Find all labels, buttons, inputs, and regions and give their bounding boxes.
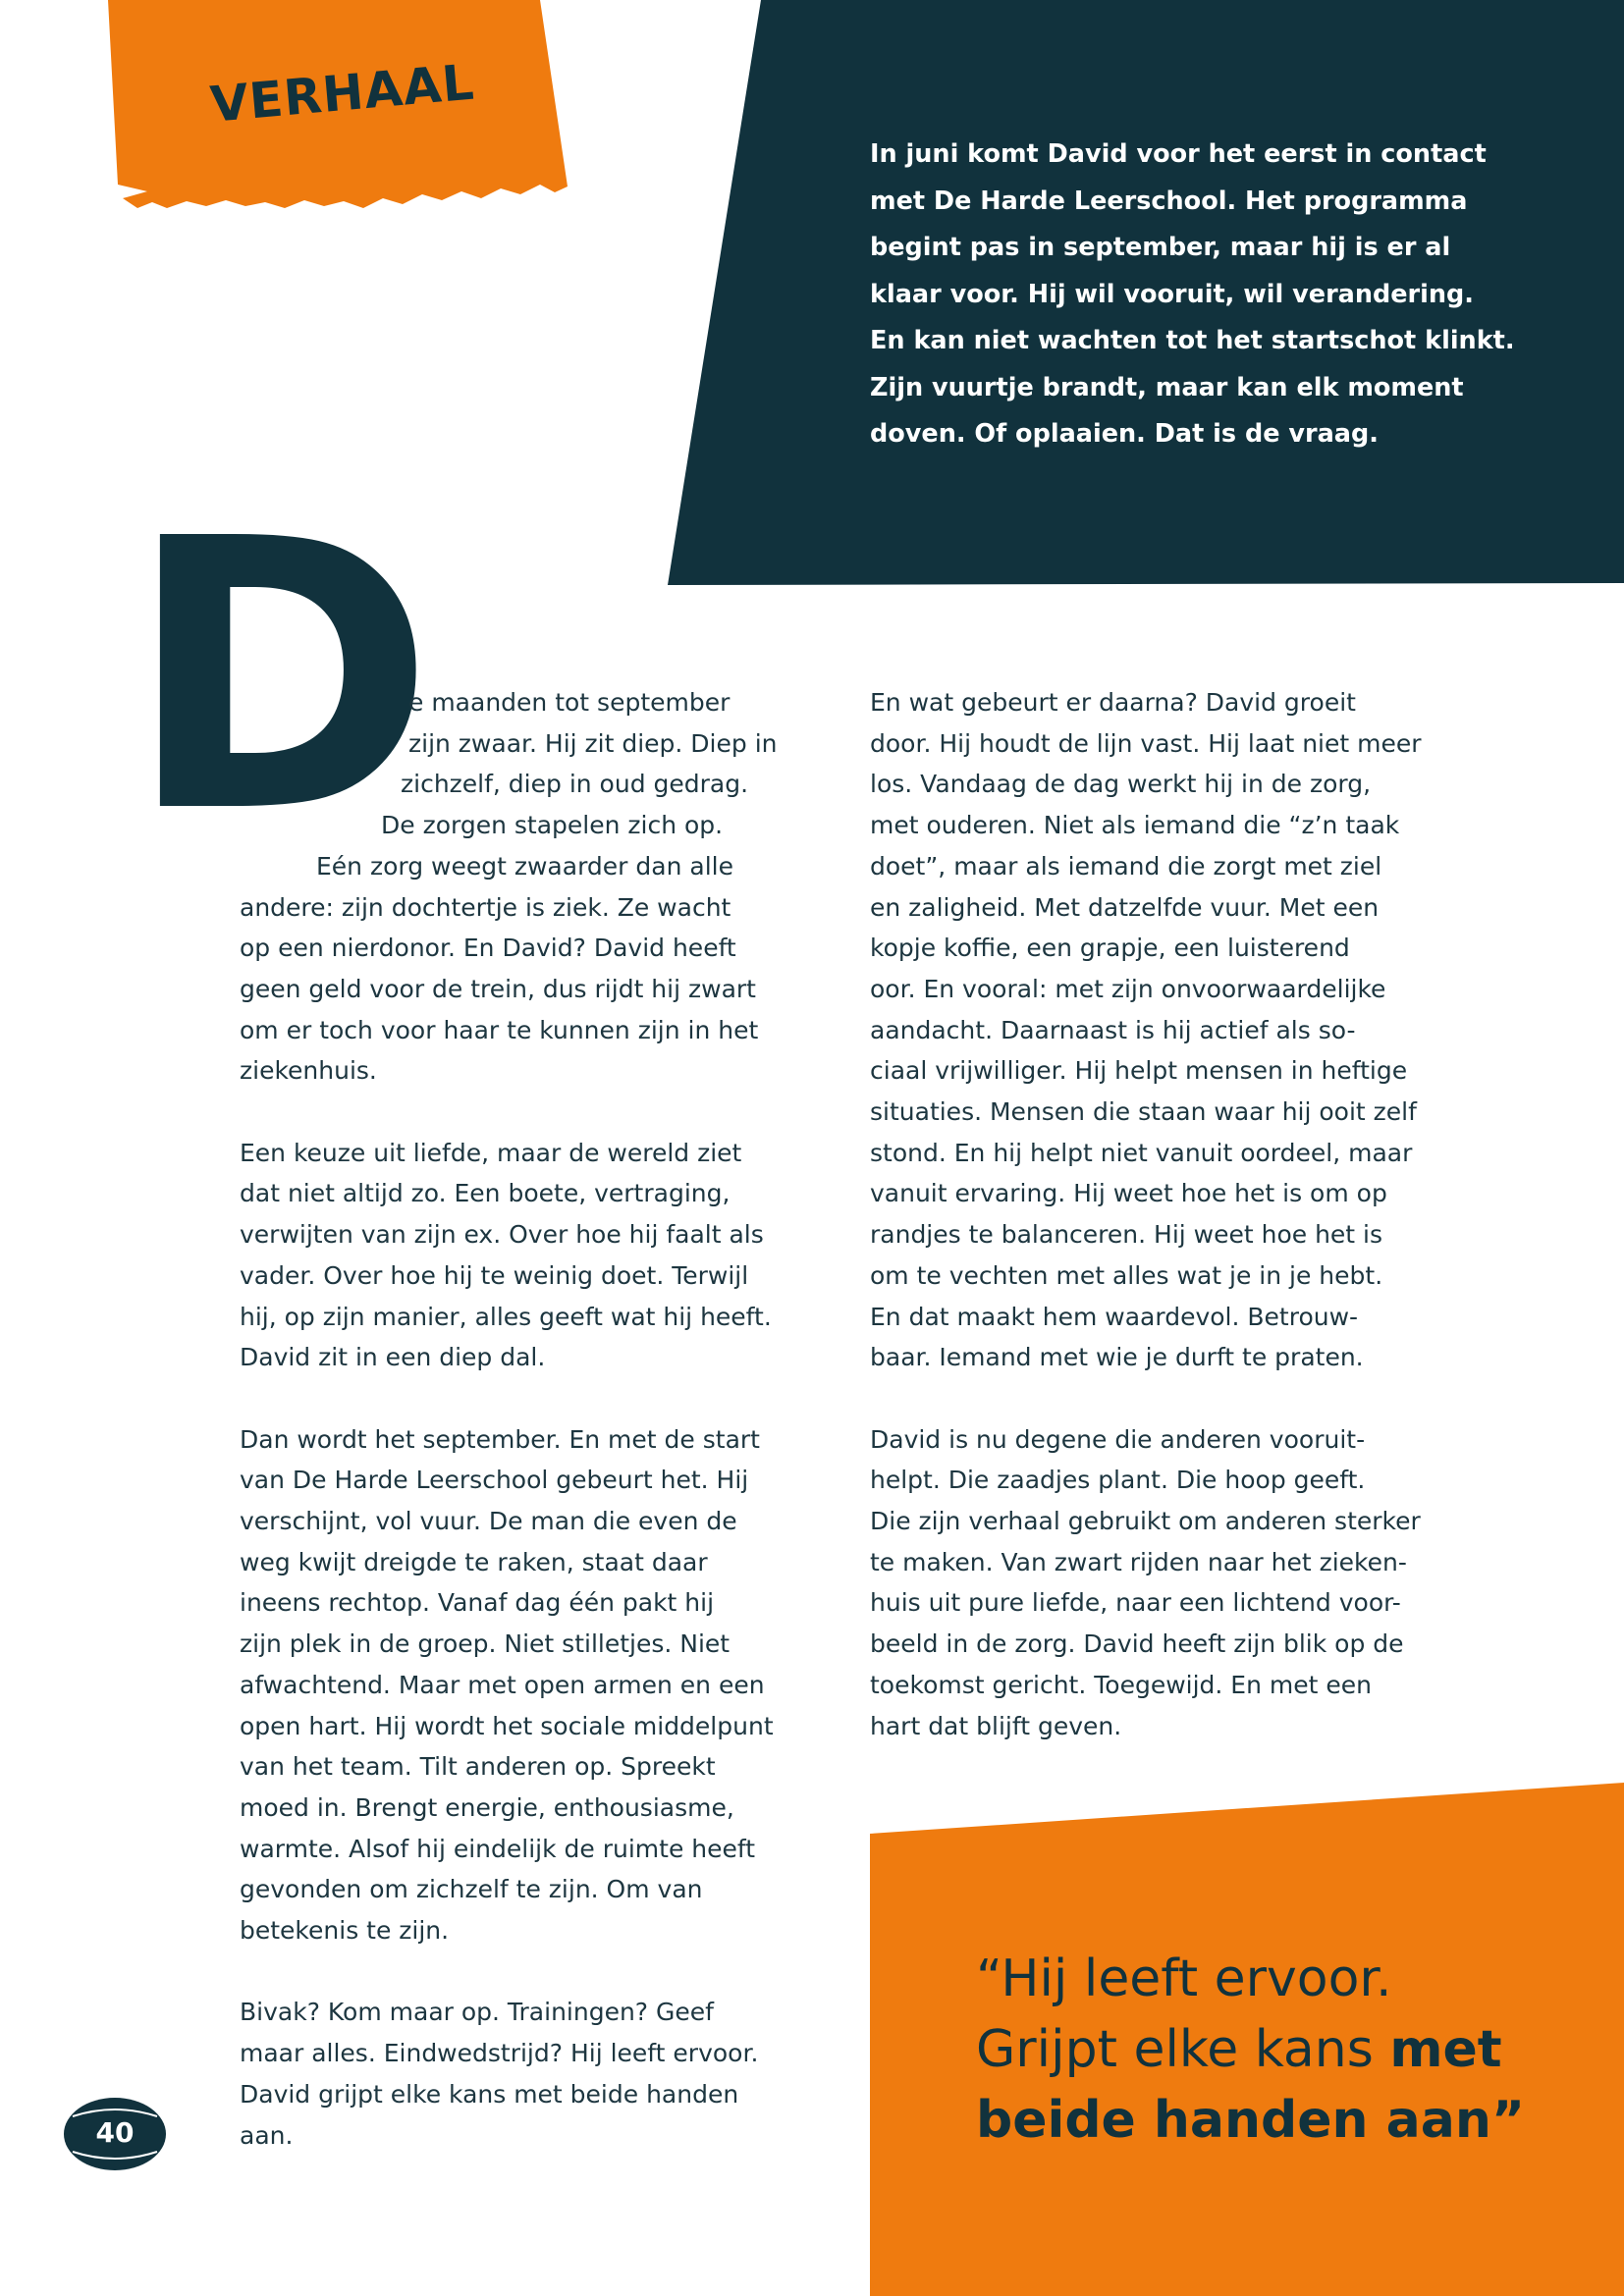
- body-line: door. Hij houdt de lijn vast. Hij laat niet meer: [870, 728, 1422, 758]
- body-line: oor. En vooral: met zijn onvoorwaardelijke: [870, 974, 1386, 1003]
- body-line: baar. Iemand met wie je durft te praten.: [870, 1343, 1364, 1372]
- quote-line: [976, 2014, 1585, 2085]
- body-line: toekomst gericht. Toegewijd. En met een: [870, 1670, 1372, 1699]
- body-line: David zit in een diep dal.: [240, 1343, 546, 1372]
- intro-line: met De Harde Leerschool. Het programma: [870, 186, 1468, 216]
- body-line: dat niet altijd zo. Een boete, vertraging,: [240, 1179, 731, 1208]
- body-line: ciaal vrijwilliger. Hij helpt mensen in heftige: [870, 1056, 1408, 1086]
- body-line: De zorgen stapelen zich op.: [381, 811, 724, 840]
- body-line: Eén zorg weegt zwaarder dan alle: [316, 851, 733, 881]
- body-line: En wat gebeurt er daarna? David groeit: [870, 688, 1356, 717]
- paragraph-gap: [240, 1092, 809, 1133]
- body-line: betekenis te zijn.: [240, 1916, 450, 1946]
- body-line: van De Harde Leerschool gebeurt het. Hij: [240, 1466, 749, 1495]
- body-line: moed in. Brengt energie, enthousiasme,: [240, 1792, 734, 1822]
- article-column-left: [240, 682, 809, 2156]
- body-line: hij, op zijn manier, alles geeft wat hij heeft.: [240, 1302, 772, 1331]
- body-line: Bivak? Kom maar op. Trainingen? Geef: [240, 1998, 714, 2027]
- drop-cap: D: [126, 459, 436, 894]
- page-number: 40: [95, 2116, 135, 2149]
- quote-text-bold: beide handen aan”: [976, 2091, 1526, 2150]
- body-line: ziekenhuis.: [240, 1056, 377, 1086]
- body-line: om er toch voor haar te kunnen zijn in het: [240, 1015, 759, 1044]
- intro-line: En kan niet wachten tot het startschot klinkt.: [870, 326, 1515, 355]
- body-line: Een keuze uit liefde, maar de wereld ziet: [240, 1138, 742, 1167]
- body-line: Dan wordt het september. En met de start: [240, 1424, 760, 1454]
- body-line: kopje koffie, een grapje, een luisterend: [870, 934, 1350, 963]
- body-line: los. Vandaag de dag werkt hij in de zorg,: [870, 770, 1372, 799]
- body-line: met ouderen. Niet als iemand die “z’n taak: [870, 811, 1400, 840]
- pull-quote: [976, 1944, 1585, 2156]
- body-line: afwachtend. Maar met open armen en een: [240, 1670, 765, 1699]
- body-line: aandacht. Daarnaast is hij actief als so-: [870, 1015, 1356, 1044]
- body-line: gevonden om zichzelf te zijn. Om van: [240, 1875, 703, 1904]
- body-line: e maanden tot september: [408, 688, 731, 717]
- quote-line: [976, 2085, 1585, 2156]
- body-line: verwijten van zijn ex. Over hoe hij faalt als: [240, 1220, 764, 1250]
- body-line: David is nu degene die anderen vooruit-: [870, 1424, 1366, 1454]
- body-line: te maken. Van zwart rijden naar het zieken-: [870, 1547, 1407, 1576]
- section-label: VERHAAL: [208, 53, 477, 133]
- body-line: situaties. Mensen die staan waar hij ooit zelf: [870, 1097, 1417, 1127]
- paragraph-gap: [870, 1378, 1479, 1419]
- intro-line: In juni komt David voor het eerst in contact: [870, 139, 1487, 169]
- intro-line: Zijn vuurtje brandt, maar kan elk moment: [870, 372, 1464, 402]
- quote-text-bold: met: [1389, 2020, 1502, 2079]
- body-line: Die zijn verhaal gebruikt om anderen sterker: [870, 1507, 1421, 1536]
- body-line: ineens rechtop. Vanaf dag één pakt hij: [240, 1588, 715, 1618]
- intro-text: [870, 132, 1515, 458]
- body-line: andere: zijn dochtertje is ziek. Ze wacht: [240, 892, 731, 922]
- section-tag-shape: [108, 0, 579, 245]
- body-line: David grijpt elke kans met beide handen: [240, 2079, 739, 2109]
- body-line: stond. En hij helpt niet vanuit oordeel, maar: [870, 1138, 1413, 1167]
- body-line: aan.: [240, 2120, 294, 2150]
- body-line: vader. Over hoe hij te weinig doet. Terwijl: [240, 1260, 749, 1290]
- body-line: zichzelf, diep in oud gedrag.: [401, 770, 749, 799]
- body-line: geen geld voor de trein, dus rijdt hij zwart: [240, 974, 756, 1003]
- body-line: zijn zwaar. Hij zit diep. Diep in: [408, 728, 778, 758]
- paragraph-gap: [240, 1378, 809, 1419]
- intro-line: begint pas in september, maar hij is er al: [870, 233, 1451, 262]
- body-line: warmte. Alsof hij eindelijk de ruimte heeft: [240, 1834, 756, 1863]
- body-line: huis uit pure liefde, naar een lichtend voor-: [870, 1588, 1401, 1618]
- body-line: hart dat blijft geven.: [870, 1711, 1122, 1740]
- body-line: randjes te balanceren. Hij weet hoe het is: [870, 1220, 1383, 1250]
- intro-line: klaar voor. Hij wil vooruit, wil verandering.: [870, 279, 1474, 309]
- body-line: verschijnt, vol vuur. De man die even de: [240, 1507, 737, 1536]
- body-line: open hart. Hij wordt het sociale middelpunt: [240, 1711, 774, 1740]
- body-line: weg kwijt dreigde te raken, staat daar: [240, 1547, 708, 1576]
- body-line: En dat maakt hem waardevol. Betrouw-: [870, 1302, 1359, 1331]
- body-line: op een nierdonor. En David? David heeft: [240, 934, 736, 963]
- intro-line: doven. Of oplaaien. Dat is de vraag.: [870, 419, 1379, 449]
- quote-text-regular: Grijpt elke kans: [976, 2020, 1390, 2079]
- body-line: beeld in de zorg. David heeft zijn blik op de: [870, 1629, 1404, 1659]
- article-column-right: [870, 682, 1479, 1746]
- body-line: en zaligheid. Met datzelfde vuur. Met een: [870, 892, 1380, 922]
- body-line: maar alles. Eindwedstrijd? Hij leeft ervoor.: [240, 2039, 759, 2068]
- paragraph-gap: [240, 1951, 809, 1993]
- body-line: zijn plek in de groep. Niet stilletjes. Niet: [240, 1629, 731, 1659]
- body-line: helpt. Die zaadjes plant. Die hoop geeft.: [870, 1466, 1366, 1495]
- body-line: om te vechten met alles wat je in je hebt.: [870, 1260, 1383, 1290]
- body-line: vanuit ervaring. Hij weet hoe het is om op: [870, 1179, 1387, 1208]
- quote-line: “Hij leeft ervoor.: [976, 1949, 1392, 2008]
- body-line: van het team. Tilt anderen op. Spreekt: [240, 1752, 716, 1782]
- body-line: doet”, maar als iemand die zorgt met ziel: [870, 851, 1382, 881]
